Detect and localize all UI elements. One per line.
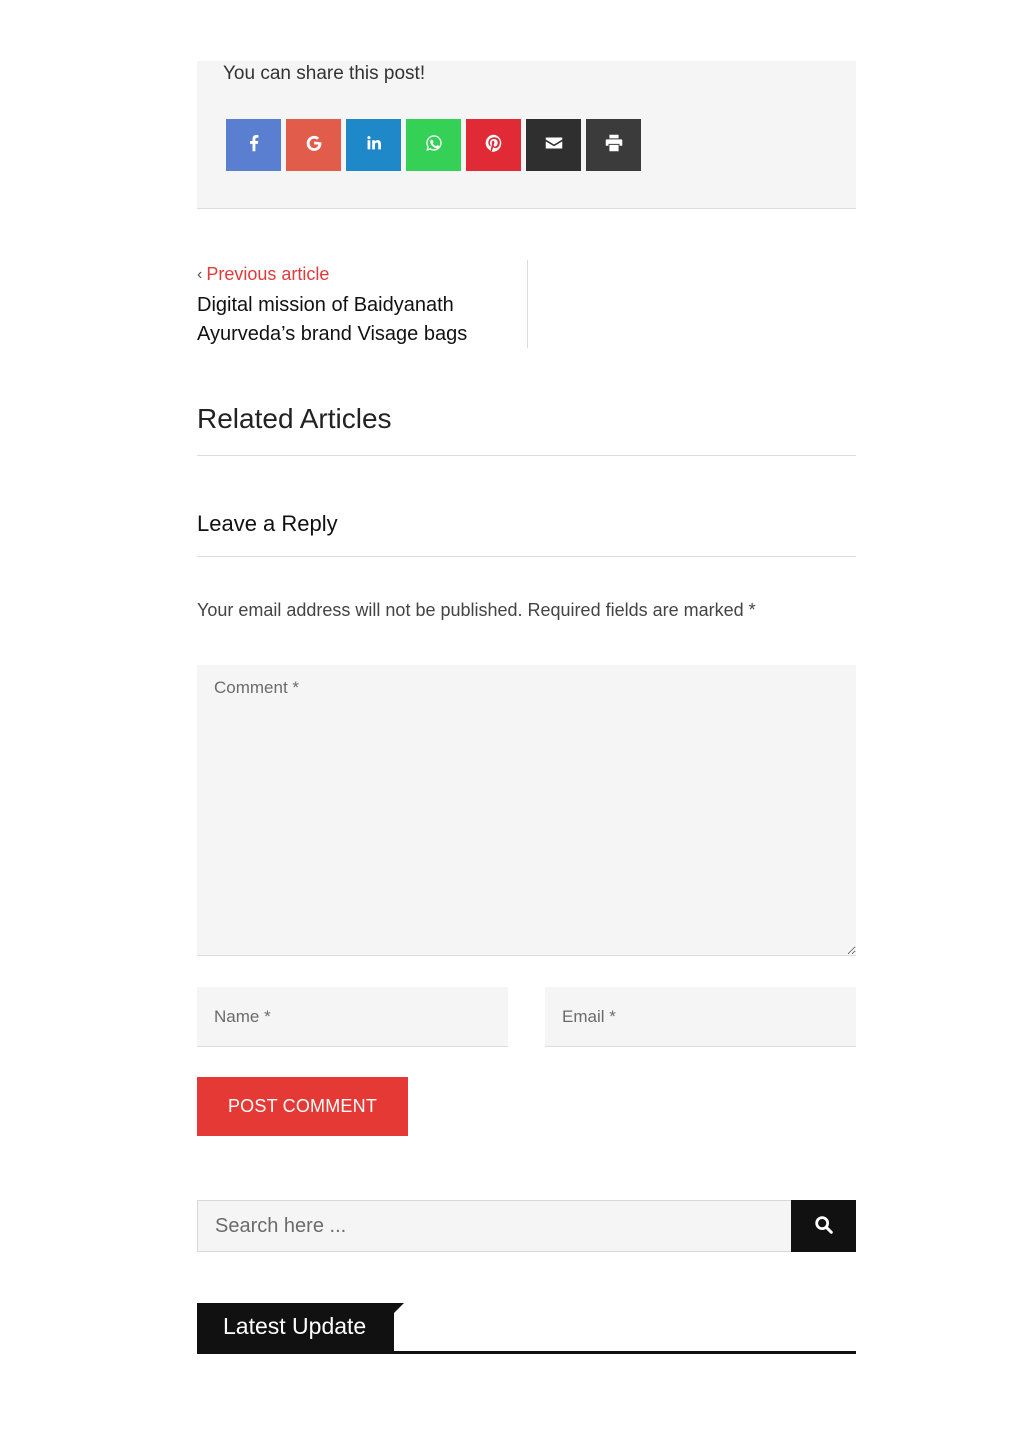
email-field[interactable] [545,987,856,1047]
facebook-icon [243,132,265,159]
name-field[interactable] [197,987,508,1047]
share-email-button[interactable] [526,119,581,171]
share-google-button[interactable] [286,119,341,171]
share-pinterest-button[interactable] [466,119,521,171]
print-icon [603,132,625,159]
share-box [197,61,856,209]
latest-update-heading: Latest Update [197,1303,394,1351]
divider [197,556,856,557]
previous-article-link[interactable] [197,264,527,285]
share-whatsapp-button[interactable] [406,119,461,171]
required-fields-notice: Your email address will not be published. Required fields are marked * [197,600,756,620]
email-icon [543,132,565,159]
share-linkedin-button[interactable] [346,119,401,171]
share-print-button[interactable] [586,119,641,171]
comment-field[interactable] [197,665,856,956]
search-input[interactable] [197,1200,792,1252]
divider [197,455,856,456]
pinterest-icon [483,132,505,159]
previous-article-nav[interactable] [197,260,528,348]
search-button[interactable] [791,1200,856,1252]
leave-reply-heading: Leave a Reply [197,511,338,536]
heading-notch [394,1303,404,1313]
chevron-left-icon: ‹ [197,265,203,283]
previous-article-title[interactable]: Digital mission of Baidyanath Ayurveda’s brand Visage bags [197,294,468,345]
latest-update-underline [197,1351,856,1354]
linkedin-icon [363,132,385,159]
share-facebook-button[interactable] [226,119,281,171]
whatsapp-icon [423,132,445,159]
related-articles-heading: Related Articles [197,403,392,434]
search-icon [813,1214,835,1239]
share-title: You can share this post! [223,63,426,84]
google-icon [303,132,325,159]
share-buttons [226,119,641,171]
previous-article-label: Previous article [206,264,330,284]
post-comment-button[interactable]: POST COMMENT [197,1077,408,1136]
